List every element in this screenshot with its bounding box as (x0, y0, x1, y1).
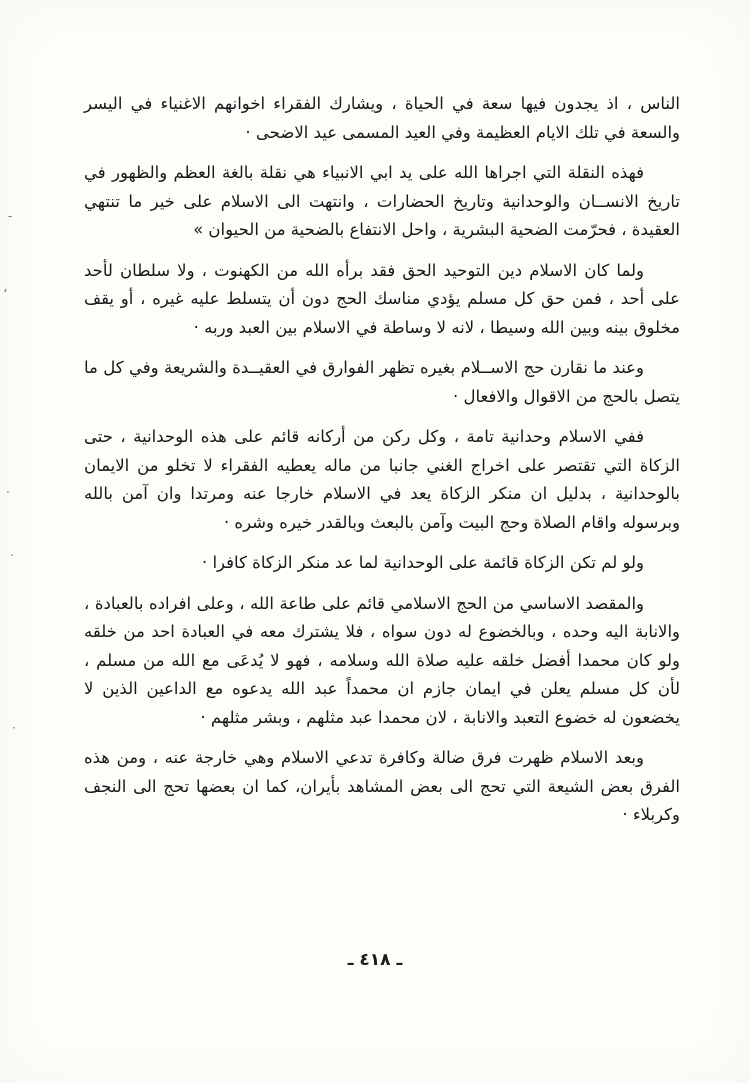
paragraph: ولما كان الاسلام دين التوحيد الحق فقد برأه الله من الكهنوت ، ولا سلطان لأحد على أحد ، فمن حق كل مسلم يؤدي مناسك الحج دون أن يتسلط عليه غيره ، أو يقف مخلوق بينه وبين الله وسيطا ، لانه لا وساطة في الاسلام بين العبد وربه · (84, 260, 680, 337)
page-number: ـ ٤١٨ ـ (347, 950, 403, 970)
text-block (84, 90, 680, 842)
scan-artifact-mark: · (6, 485, 10, 499)
paragraph: ففي الاسلام وحدانية تامة ، وكل ركن من أركانه قائم على هذه الوحدانية ، حتى الزكاة التي تقتصر على اخراج الغني جانبا من ماله يعطيه الفقراء لا تخلو من الايمان بالوحدانية ، بدليل ان منكر الزكاة يعد في الاسلام خارجا عنه ومرتدا وان آمن بالله وبرسوله واقام الصلاة وحج البيت وآمن بالبعث وبالقدر خيره وشره · (84, 427, 680, 532)
scan-artifact-mark: · (12, 721, 16, 735)
paragraph: والمقصد الاساسي من الحج الاسلامي قائم على طاعة الله ، وعلى افراده بالعبادة ، والانابة اليه وحده ، وبالخضوع له دون سواه ، فلا يشترك معه في العبادة احد من خلقه ولو كان محمدا أفضل خلقه عليه صلاة الله وسلامه ، فهو لا يُدعَى مع الله من مسلم ، لأن كل مسلم يعلن في ايمان جازم ان محمداً عبد الله يدعوه مع الداعين الذين لا يخضعون له خضوع التعبد والانابة ، لان محمدا عبد مثلهم ، وبشر مثلهم · (84, 593, 680, 727)
paragraph: الناس ، اذ يجدون فيها سعة في الحياة ، ويشارك الفقراء اخوانهم الاغنياء في اليسر والسعة في تلك الايام العظيمة وفي العيد المسمى عيد الاضحى · (84, 94, 680, 142)
paragraph: وبعد الاسلام ظهرت فرق ضالة وكافرة تدعي الاسلام وهي خارجة عنه ، ومن هذه الفرق بعض الشيعة التي تحج الى بعض المشاهد بأيران، كما ان بعضها تحج الى النجف وكربلاء · (84, 748, 680, 824)
paragraph: فهذه النقلة التي اجراها الله على يد ابي الانبياء هي نقلة بالغة العظم والظهور في تاريخ الانســان والوحدانية وتاريخ الحضارات ، وانتهت الى الاسلام على خير ما تنتهي العقيدة ، فحرّمت الضحية البشرية ، واحل الانتفاع بالضحية من الحيوان » (84, 163, 680, 239)
scan-artifact-mark: ، (3, 280, 8, 296)
scan-artifact-mark: - (8, 209, 13, 223)
paragraph: وعند ما نقارن حج الاســلام بغيره تظهر الفوارق في العقيــدة والشريعة وفي كل ما يتصل بالحج من الاقوال والافعال · (84, 358, 680, 406)
scan-artifact-mark: . (10, 545, 14, 559)
paragraph: ولو لم تكن الزكاة قائمة على الوحدانية لما عد منكر الزكاة كافرا · (201, 553, 644, 572)
